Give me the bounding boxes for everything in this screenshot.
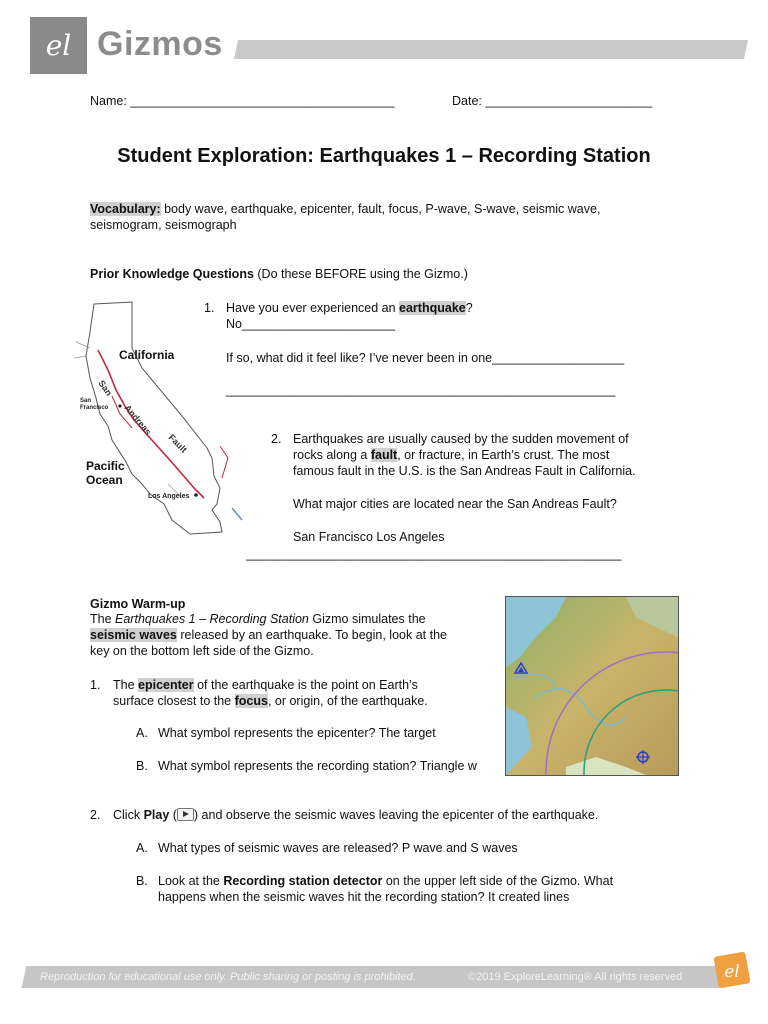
warmup-q2-after: ) and observe the seismic waves leaving the epicenter of the earthquake. <box>193 808 599 822</box>
explorelearning-logo <box>30 17 87 74</box>
map-label-fault-1: San <box>96 378 115 398</box>
warmup-q1b-label: B. <box>136 759 148 773</box>
prior-q1-followup: If so, what did it feel like? I’ve never been in one___________________ <box>226 351 625 365</box>
prior-heading-note: (Do these BEFORE using the Gizmo.) <box>253 267 468 281</box>
date-blank: ________________________ <box>485 94 653 108</box>
name-label: Name: <box>90 94 127 108</box>
warmup-p2-highlight: seismic waves <box>90 628 177 642</box>
warmup-q1-l1-after: of the earthquake is the point on Earth’s <box>193 678 418 692</box>
footer-explorelearning-logo-icon <box>712 950 752 990</box>
prior-q2-answer: San Francisco Los Angeles <box>293 530 445 544</box>
warmup-para-line2 <box>90 627 447 643</box>
prior-q1-answer: No______________________ <box>226 317 395 331</box>
prior-q1-text <box>226 300 473 316</box>
warmup-q2b-line2: happens when the seismic waves hit the recording station? It created lines <box>158 890 570 904</box>
prior-q1-after: ? <box>465 301 473 315</box>
warmup-q1-l2-before: surface closest to the <box>113 694 235 708</box>
vocabulary-line1 <box>90 201 600 217</box>
prior-q1-number: 1. <box>204 301 215 315</box>
map-label-fault-2: Andreas <box>122 402 154 437</box>
footer-logo-mark: el <box>724 962 740 982</box>
warmup-p1-italic: Earthquakes 1 – Recording Station <box>115 612 309 626</box>
san-francisco-dot <box>118 404 121 407</box>
warmup-q1-line1 <box>113 677 418 693</box>
vocabulary-text-1: body wave, earthquake, epicenter, fault, focus, P-wave, S-wave, seismic wave, <box>160 202 601 216</box>
map-label-los-angeles: Los Angeles <box>148 493 190 500</box>
warmup-p1-before: The <box>90 612 116 626</box>
warmup-q1-number: 1. <box>90 678 101 692</box>
map-label-francisco: Francisco <box>80 405 109 411</box>
prior-q1-highlight: earthquake <box>399 301 466 315</box>
warmup-q1a-label: A. <box>136 726 148 740</box>
warmup-q2b-line1 <box>158 873 613 889</box>
prior-q2-line2-before: rocks along a <box>293 448 371 462</box>
warmup-q2b-after: on the upper left side of the Gizmo. What <box>382 874 614 888</box>
warmup-para-line1 <box>90 611 426 627</box>
date-field <box>452 93 652 109</box>
warmup-q1-l2-highlight: focus <box>234 694 268 708</box>
los-angeles-dot <box>194 493 198 497</box>
map-label-ocean: Ocean <box>86 473 123 487</box>
warmup-q1b-text: What symbol represents the recording station? Triangle w <box>158 759 477 773</box>
play-icon <box>177 808 194 821</box>
name-blank: ______________________________________ <box>130 94 395 108</box>
map-label-fault-3: Fault <box>166 432 189 455</box>
warmup-q1-line2 <box>113 693 428 709</box>
name-field <box>90 93 395 109</box>
date-label: Date: <box>452 94 482 108</box>
prior-q2-number: 2. <box>271 432 282 446</box>
warmup-q1a-text: What symbol represents the epicenter? The target <box>158 726 436 740</box>
logo-mark: el <box>45 29 72 62</box>
map-label-california: California <box>119 348 175 362</box>
footer-copyright: ©2019 ExploreLearning® All rights reserved <box>468 971 683 983</box>
prior-q2-highlight: fault <box>370 448 398 462</box>
prior-q1-before: Have you ever experienced an <box>226 301 400 315</box>
warmup-q2-text <box>113 807 598 823</box>
warmup-q2-mid: ( <box>169 808 177 822</box>
footer-notice: Reproduction for educational use only. Public sharing or posting is prohibited. <box>40 971 416 983</box>
warmup-q2-number: 2. <box>90 808 101 822</box>
warmup-q2a-text: What types of seismic waves are released? P wave and S waves <box>158 841 518 855</box>
warmup-q2b-before: Look at the <box>158 874 224 888</box>
map-label-san: San <box>80 398 92 404</box>
brand-title: Gizmos <box>97 25 223 63</box>
warmup-q1-l1-highlight: epicenter <box>138 678 194 692</box>
gizmo-map-image <box>505 596 679 776</box>
page-title: Student Exploration: Earthquakes 1 – Recording Station <box>117 145 651 167</box>
vocabulary-line2: seismogram, seismograph <box>90 218 237 232</box>
prior-q2-line3: famous fault in the U.S. is the San Andreas Fault in California. <box>293 464 636 478</box>
prior-q2-question: What major cities are located near the San Andreas Fault? <box>293 497 617 511</box>
prior-q1-blank: ________________________________________________________ <box>226 383 616 397</box>
warmup-p2-after: released by an earthquake. To begin, look at the <box>176 628 447 642</box>
map-label-pacific: Pacific <box>86 459 125 473</box>
california-map <box>72 298 272 540</box>
warmup-q2-before: Click <box>113 808 144 822</box>
prior-q2-blank: ______________________________________________________ <box>246 547 622 561</box>
prior-heading-bold: Prior Knowledge Questions <box>90 267 254 281</box>
prior-q2-line2-after: , or fracture, in Earth’s crust. The most <box>397 448 610 462</box>
warmup-q1-l1-before: The <box>113 678 139 692</box>
warmup-heading: Gizmo Warm-up <box>90 597 186 611</box>
warmup-q2b-label: B. <box>136 874 148 888</box>
vocabulary-label: Vocabulary: <box>90 202 161 216</box>
prior-q2-line1: Earthquakes are usually caused by the sudden movement of <box>293 432 629 446</box>
warmup-q2-play-word: Play <box>143 808 170 822</box>
warmup-p1-after: Gizmo simulates the <box>308 612 426 626</box>
warmup-para-line3: key on the bottom left side of the Gizmo. <box>90 644 314 658</box>
prior-knowledge-heading <box>90 266 468 282</box>
warmup-q2a-label: A. <box>136 841 148 855</box>
warmup-q2b-bold: Recording station detector <box>223 874 383 888</box>
warmup-q1-l2-after: , or origin, of the earthquake. <box>267 694 428 708</box>
header-decorative-bar <box>234 40 748 59</box>
prior-q2-line2 <box>293 447 609 463</box>
